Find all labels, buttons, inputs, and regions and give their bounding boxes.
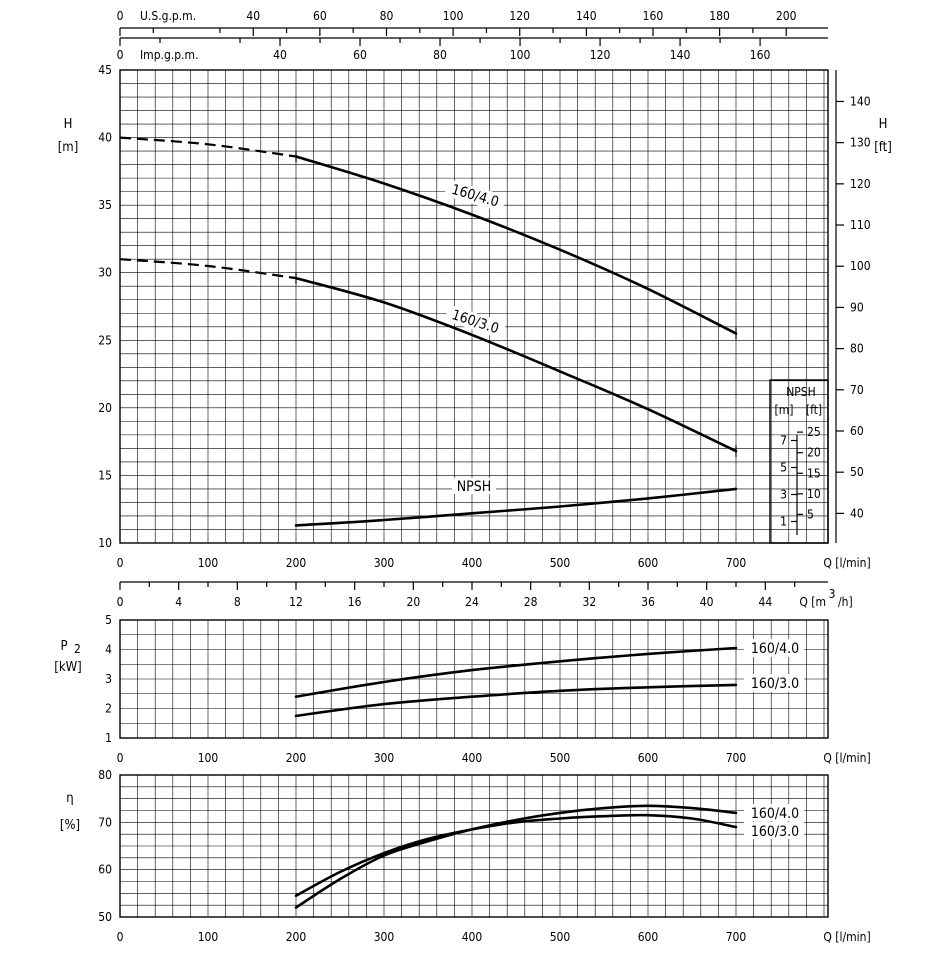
usgpm-tick-label: 160 [642,9,664,23]
x-tick-label: 200 [285,751,307,765]
m3h-tick-label: 4 [175,595,183,609]
power-axis-unit: [kW] [54,660,82,675]
impgpm-tick-label: 160 [749,48,771,62]
y-tick-label: 60 [98,862,112,877]
usgpm-zero-label: 0 [116,9,124,23]
curve-label-160-3 [444,304,506,339]
usgpm-tick-label: 200 [775,9,797,23]
y-tick-label: 35 [98,198,112,213]
npsh-scale-ft-tick-label: 20 [807,445,821,460]
npsh-scale-m-tick-label: 3 [780,487,787,502]
x-tick-label: 200 [285,556,307,570]
npsh-scale-ft-tick-label: 10 [807,486,821,501]
npsh-scale-ft-label: [ft] [805,403,823,417]
npsh-scale-m-tick-label: 1 [780,514,787,529]
x-tick-label: 100 [197,751,219,765]
y-axis-unit: [m] [57,140,79,155]
x-tick-label: 500 [549,930,571,944]
x-tick-label: 400 [461,751,483,765]
right-tick-label: 110 [850,218,871,233]
x-tick-label: 500 [549,556,571,570]
npsh-label: NPSH [456,479,492,495]
right-tick-label: 70 [850,382,864,397]
impgpm-tick-label: 40 [273,48,287,62]
npsh-scale-ft-tick-label: 25 [807,425,821,440]
power-axis-sub: 2 [74,642,81,656]
y-tick-label: 50 [98,910,112,924]
usgpm-tick-label: 40 [246,9,261,23]
x-tick-label: 600 [637,930,659,944]
right-tick-label: 120 [850,176,871,191]
y-tick-label: 70 [98,815,112,830]
eff-axis-unit: [%] [59,818,81,833]
power-axis-label: P [60,639,68,654]
y-tick-label: 45 [98,63,112,77]
npsh-scale-ft-tick-label: 5 [807,507,814,522]
x-tick-label: 200 [285,930,307,944]
right-tick-label: 90 [850,300,864,315]
m3h-axis-sup: 3 [828,587,836,601]
x-tick-label: 500 [549,751,571,765]
y-tick-label: 40 [98,130,112,145]
impgpm-tick-label: 60 [353,48,367,62]
head-curve-160-4-0 [296,157,736,334]
head-curve-160-3-0 [296,278,736,451]
impgpm-axis-label: Imp.g.p.m. [140,48,199,62]
x-tick-label: 100 [197,930,219,944]
x-tick-label: 600 [637,556,659,570]
right-tick-label: 60 [850,423,864,438]
impgpm-tick-label: 100 [509,48,531,62]
m3h-tick-label: 40 [699,595,714,609]
usgpm-tick-label: 120 [509,9,531,23]
impgpm-tick-label: 120 [589,48,611,62]
impgpm-zero-label: 0 [116,48,124,62]
y-tick-label: 25 [98,333,112,348]
x-tick-label: 300 [373,751,395,765]
right-tick-label: 50 [850,465,864,480]
impgpm-tick-label: 140 [669,48,691,62]
head-curve-NPSH [296,489,736,526]
impgpm-tick-label: 80 [433,48,447,62]
x-tick-label: 400 [461,556,483,570]
y-tick-label: 30 [98,265,112,280]
usgpm-tick-label: 140 [576,9,597,23]
m3h-tick-label: 24 [465,595,479,609]
y-tick-label: 2 [105,701,112,716]
eff-curve-label: 160/4.0 [750,806,800,822]
y-tick-label: 1 [105,731,112,745]
x-tick-label: 700 [725,751,747,765]
x-tick-label: 700 [725,556,747,570]
y-tick-label: 5 [105,613,112,627]
m3h-tick-label: 28 [523,595,538,609]
y-tick-label: 15 [98,468,112,483]
m3h-axis-label: Q [m [799,595,826,609]
eff-curve-label: 160/3.0 [750,824,800,840]
m3h-tick-label: 44 [758,595,773,609]
y-tick-label: 3 [105,672,112,686]
usgpm-tick-label: 180 [709,9,730,23]
right-tick-label: 80 [850,341,864,356]
usgpm-tick-label: 60 [313,9,327,23]
m3h-tick-label: 12 [289,595,303,609]
npsh-scale-ft-tick-label: 15 [807,466,821,481]
npsh-scale-m-label: [m] [774,403,794,417]
x-tick-label: 0 [116,751,124,765]
plot-frame [120,70,828,543]
power-curve-160-4-0 [296,648,736,697]
x-axis-label: Q [l/min] [823,751,871,765]
right-tick-label: 40 [850,506,864,521]
right-tick-label: 140 [850,94,871,109]
m3h-tick-label: 0 [116,595,124,609]
eff-axis-label: η [66,791,74,806]
power-curve-label: 160/4.0 [750,641,800,657]
eff-curve-160-3-0 [296,815,736,896]
x-tick-label: 300 [373,556,395,570]
y-axis-label: H [63,117,73,132]
curve-label-text: 160/3.0 [449,307,501,338]
m3h-tick-label: 36 [641,595,655,609]
x-tick-label: 700 [725,930,747,944]
y-tick-label: 10 [98,536,112,550]
x-tick-label: 0 [116,930,124,944]
usgpm-axis-label: U.S.g.p.m. [140,9,197,23]
power-curve-label: 160/3.0 [750,676,800,692]
usgpm-tick-label: 100 [442,9,464,23]
power-curve-160-3-0 [296,685,736,716]
x-axis-label: Q [l/min] [823,930,871,944]
right-tick-label: 100 [850,259,871,274]
right-axis-unit: [ft] [874,140,892,155]
x-axis-label: Q [l/min] [823,556,871,570]
y-tick-label: 20 [98,400,112,415]
x-tick-label: 100 [197,556,219,570]
m3h-tick-label: 32 [582,595,597,609]
m3h-tick-label: 16 [347,595,362,609]
y-tick-label: 4 [105,642,112,657]
right-tick-label: 130 [850,135,871,150]
x-tick-label: 600 [637,751,659,765]
x-tick-label: 0 [116,556,124,570]
npsh-scale-title: NPSH [786,385,816,399]
curve-label-text: 160/4.0 [449,181,501,211]
npsh-scale-m-tick-label: 7 [780,433,787,448]
m3h-tick-label: 8 [233,595,241,609]
usgpm-tick-label: 80 [379,9,394,23]
m3h-tick-label: 20 [406,595,421,609]
m3h-axis-tail: /h] [838,595,853,609]
x-tick-label: 400 [461,930,483,944]
right-axis-label: H [878,117,888,132]
npsh-scale-m-tick-label: 5 [780,460,787,475]
x-tick-label: 300 [373,930,395,944]
y-tick-label: 80 [98,768,112,782]
